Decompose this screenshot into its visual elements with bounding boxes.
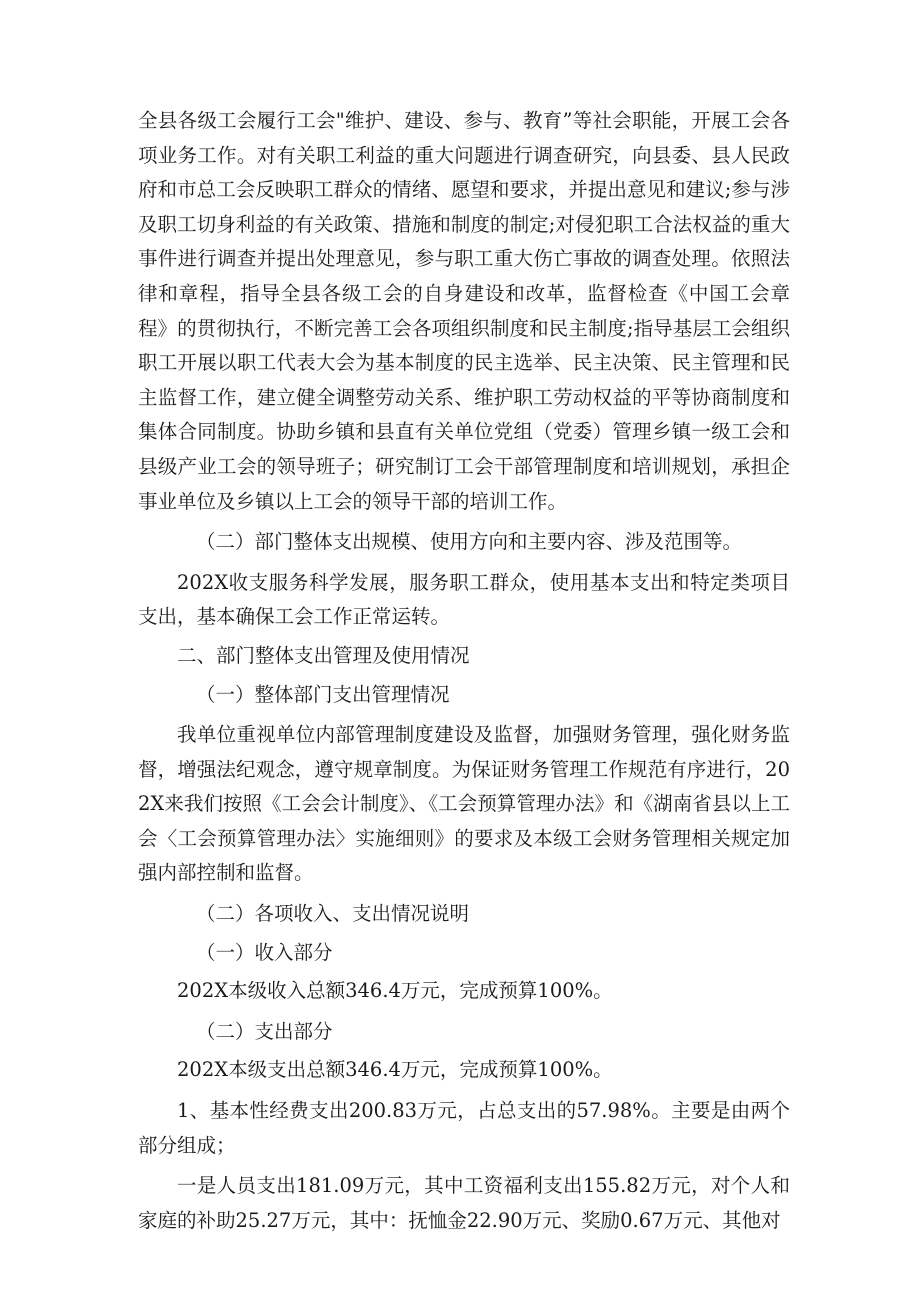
document-page: [138, 104, 790, 1238]
heading-expenditure-scale: （二）部门整体支出规模、使用方向和主要内容、涉及范围等。: [196, 530, 743, 554]
heading-management: （一）整体部门支出管理情况: [196, 682, 450, 706]
paragraph-union-functions: 全县各级工会履行工会"维护、建设、参与、教育”等社会职能，开展工会各项业务工作。对有关职工利益的重大问题进行调查研究，向县委、县人民政府和市总工会反映职工群众的情绪、愿望和要求，并提出意见和建议;参与涉及职工切身利益的有关政策、措施和制度的制定;对侵犯职工合法权益的重大事件进行调查并提出处理意见，参与职工重大伤亡事故的调查处理。依照法律和章程，指导全县各级工会的自身建设和改革，监督检查《中国工会章程》的贯彻执行，不断完善工会各项组织制度和民主制度;指导基层工会组织职工开展以职工代表大会为基本制度的民主选举、民主决策、民主管理和民主监督工作，建立健全调整劳动关系、维护职工劳动权益的平等协商制度和集体合同制度。协助乡镇和县直有关单位党组（党委）管理乡镇一级工会和县级产业工会的领导班子；研究制订工会干部管理制度和培训规划，承担企事业单位及乡镇以上工会的领导干部的培训工作。: [138, 109, 790, 513]
heading-income: （一）收入部分: [196, 940, 333, 964]
paragraph-management: 我单位重视单位内部管理制度建设及监督，加强财务管理，强化财务监督，增强法纪观念，遵守规章制度。为保证财务管理工作规范有序进行，202X来我们按照《工会会计制度》、《工会预算管理办法》和《湖南省县以上工会〈工会预算管理办法〉实施细则》的要求及本级工会财务管理相关规定加强内部控制和监督。: [138, 723, 790, 885]
paragraph-basic-expense: 1、基本性经费支出200.83万元，占总支出的57.98%。主要是由两个部分组成；: [138, 1099, 790, 1157]
heading-income-expense: （二）各项收入、支出情况说明: [196, 902, 470, 926]
paragraph-personnel-expense: 一是人员支出181.09万元，其中工资福利支出155.82万元，对个人和家庭的补助25.27万元，其中：抚恤金22.90万元、奖励0.67万元、其他对: [138, 1174, 790, 1232]
heading-expense: （二）支出部分: [196, 1019, 333, 1043]
paragraph-income-total: 202X本级收入总额346.4万元，完成预算100%。: [177, 979, 613, 1003]
paragraph-expenditure-summary: 202X收支服务科学发展，服务职工群众，使用基本支出和特定类项目支出，基本确保工会工作正常运转。: [138, 570, 790, 629]
heading-section-two: 二、部门整体支出管理及使用情况: [177, 643, 470, 667]
paragraph-expense-total: 202X本级支出总额346.4万元，完成预算100%。: [177, 1058, 613, 1082]
